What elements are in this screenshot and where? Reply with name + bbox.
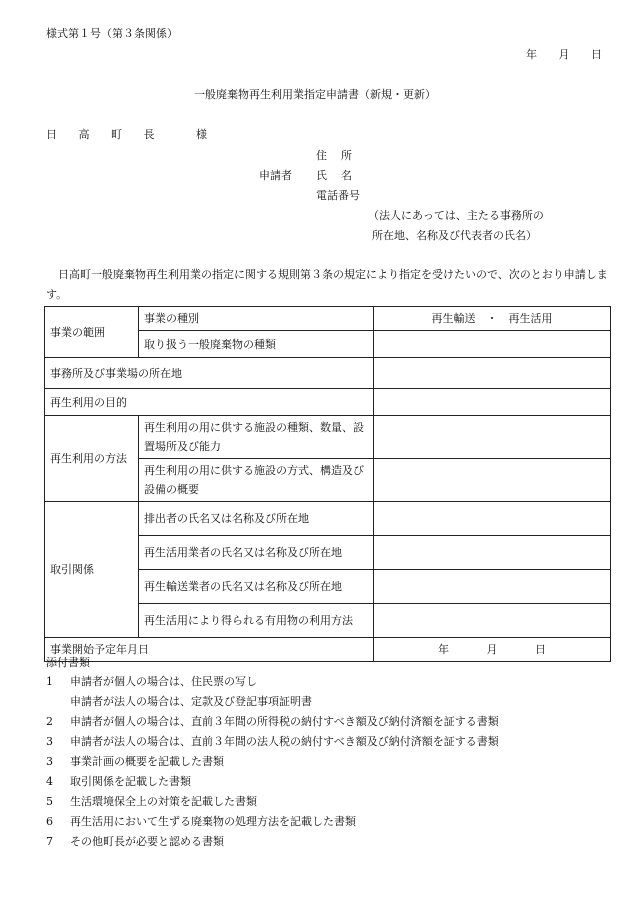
phone-label: 電話番号 [316,189,360,202]
list-item: 3 申請者が法人の場合は、直前３年間の法人税の納付すべき額及び納付済額を証する書類 [46,735,499,748]
intro-text: 日高町一般廃棄物再生利用業の指定に関する規則第３条の規定により指定を受けたいので、次のとおり申請します。 [46,268,608,301]
facility-kind-value[interactable] [374,416,611,459]
business-scope-label: 事業の範囲 [45,307,139,358]
name-label: 氏名 [316,169,366,182]
transporter-value[interactable] [374,570,611,604]
valuable-use-value[interactable] [374,604,611,638]
list-item: 申請者が法人の場合は、定款及び登記事項証明書 [70,695,312,708]
facility-method-label: 再生利用の用に供する施設の方式、構造及び設備の概要 [139,459,374,502]
start-date-value[interactable]: 年 月 日 [374,638,611,662]
list-item: 7 その他町長が必要と認める書類 [46,835,224,848]
waste-kind-value[interactable] [374,331,611,358]
list-item: 5 生活環境保全上の対策を記載した書類 [46,795,257,808]
application-table [44,306,611,662]
emitter-value[interactable] [374,502,611,536]
facility-kind-label: 再生利用の用に供する施設の種類、数量、設置場所及び能力 [139,416,374,459]
list-item: 6 再生活用において生ずる廃棄物の処理方法を記載した書類 [46,815,356,828]
office-location-value[interactable] [374,358,611,389]
attachments-title: 添付書類 [46,656,90,669]
office-location-label: 事務所及び事業場の所在地 [45,358,374,389]
list-item: 1 申請者が個人の場合は、住民票の写し [46,675,257,688]
business-type-label: 事業の種別 [139,307,374,331]
addressee: 日 高 町 長 様 [46,128,216,141]
business-type-value: 再生輸送 ・ 再生活用 [374,307,611,331]
facility-method-value[interactable] [374,459,611,502]
list-item: 2 申請者が個人の場合は、直前３年間の所得税の納付すべき額及び納付済額を証する書類 [46,715,499,728]
transporter-label: 再生輸送業者の氏名又は名称及び所在地 [139,570,374,604]
document-title: 一般廃棄物再生利用業指定申請書（新規・更新） [194,88,436,101]
valuable-use-label: 再生活用により得られる有用物の利用方法 [139,604,374,638]
corp-note-line2: 所在地、名称及び代表者の氏名） [372,229,537,242]
list-item: 3 事業計画の概要を記載した書類 [46,755,224,768]
waste-kind-label: 取り扱う一般廃棄物の種類 [139,331,374,358]
user-label: 再生活用業者の氏名又は名称及び所在地 [139,536,374,570]
address-label: 住所 [316,149,366,162]
trade-label: 取引関係 [45,502,139,638]
corp-note-line1: （法人にあっては、主たる事務所の [368,209,544,222]
header-date: 年 月 日 [526,48,602,61]
form-number: 様式第１号（第３条関係） [46,27,178,40]
attachments-list [46,672,499,852]
method-label: 再生利用の方法 [45,416,139,502]
emitter-label: 排出者の氏名又は名称及び所在地 [139,502,374,536]
applicant-label: 申請者 [259,169,292,182]
purpose-label: 再生利用の目的 [45,389,374,416]
list-item: 4 取引関係を記載した書類 [46,775,191,788]
purpose-value[interactable] [374,389,611,416]
user-value[interactable] [374,536,611,570]
start-date-label: 事業開始予定年月日 [45,638,374,662]
